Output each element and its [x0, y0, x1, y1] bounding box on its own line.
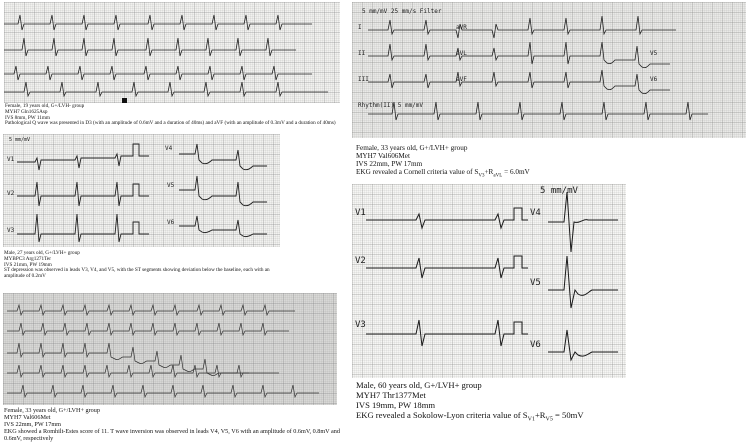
lead-iii-label: III [358, 76, 369, 83]
panel2-line-2: MYBPC3 Arg1271Ter [4, 255, 51, 262]
lead-ii-label: II [358, 50, 366, 57]
lead-v3-label: V3 [7, 227, 15, 234]
lead-v4-label: V4 [165, 145, 173, 152]
finding-subscript: V1 [527, 417, 535, 424]
lead-v6-label: V6 [530, 340, 541, 350]
panel2-finding: ST depression was observed in leads V3, V4, and V5, with the ST segments showing deviation below the baseline, each with an amplitude of 0.2mV [4, 267, 270, 280]
finding-text: EKG revealed a Cornell criteria value of S [356, 168, 479, 177]
panel4-line-2: MYH7 Val606Met [356, 152, 410, 161]
lead-v5-label: V5 [167, 182, 175, 189]
panel5-line-1: Male, 60 years old, G+/LVH+ group [356, 380, 482, 390]
ekg-traces [3, 134, 280, 247]
panel1-caption [5, 104, 345, 127]
ekg-image-panel5 [352, 184, 626, 378]
lead-v6-label: V6 [167, 219, 175, 226]
finding-subscript: aVL [493, 173, 503, 179]
panel2-caption [4, 251, 284, 280]
panel1-line-2: MYH7 Gln1625Asp [5, 108, 48, 115]
panel3-caption [4, 408, 340, 443]
finding-text: = 50mV [552, 410, 584, 421]
lead-avf-label: aVF [456, 76, 467, 83]
scale-label: 5 mm/mV [540, 186, 578, 196]
lead-i-label: I [358, 24, 362, 31]
panel2-line-3: IVS 21mm, PW 19mm [4, 261, 52, 268]
finding-text: EKG revealed a Sokolow-Lyon criteria value of S [356, 410, 528, 421]
ekg-image-panel4 [352, 2, 746, 138]
panel4-line-1: Female, 33 years old, G+/LVH+ group [356, 144, 468, 152]
panel4-line-3: IVS 22mm, PW 17mm [356, 160, 423, 169]
ekg-traces [4, 2, 340, 103]
panel3-line-3: IVS 22mm, PW 17mm [4, 420, 61, 428]
lead-v6-label: V6 [650, 76, 658, 83]
lead-v3-label: V3 [355, 320, 366, 330]
panel4-caption [356, 144, 748, 179]
lead-avr-label: aVR [456, 24, 467, 31]
panel5-line-3: IVS 19mm, PW 18mm [356, 400, 436, 411]
lead-v5-label: V5 [530, 278, 541, 288]
finding-subscript: V5 [545, 417, 553, 424]
panel3-finding: EKG showed a Romhilt-Estes score of 11. T wave inversion was observed in leads V4, V5, V6 with an amplitude of 0.6mV, 0.8mV and 0.6mV, respectively [4, 427, 340, 442]
panel5-caption [356, 380, 750, 424]
finding-text: = 6.0mV [502, 168, 530, 177]
finding-text: +R [534, 410, 546, 421]
scale-label: 5 mm/mV 25 mm/s Filter [362, 8, 442, 15]
lead-v1-label: V1 [355, 208, 366, 218]
ekg-traces [352, 2, 746, 138]
ekg-image-panel1 [4, 2, 340, 103]
rhythm-label: Rhythm(II) 5 mm/mV [358, 102, 424, 109]
panel1-finding: Pathological Q wave was presented in D3 (with an amplitude of 0.6mV and a duration of 40ms) and aVF (with an amplitude of 0.3mV and a duration of 40ms) [5, 120, 336, 127]
panel3-line-1: Female, 33 years old, G+/LVH+ group [4, 407, 100, 414]
finding-text: +R [484, 168, 494, 177]
ekg-traces [3, 293, 337, 405]
panel4-finding [356, 168, 748, 179]
finding-subscript: V3 [478, 173, 485, 179]
ekg-image-panel2 [3, 134, 280, 247]
lead-v1-label: V1 [7, 156, 15, 163]
panel3-line-2: MYH7 Val606Met [4, 413, 51, 421]
scale-label: 5 mm/mV [9, 137, 31, 143]
panel2-line-1: Male, 27 years old, G+/LVH+ group [4, 250, 80, 256]
lead-v2-label: V2 [355, 256, 366, 266]
ekg-traces [352, 184, 626, 378]
lead-v5-label: V5 [650, 50, 658, 57]
lead-v2-label: V2 [7, 190, 15, 197]
panel1-line-3: IVS 8mm, PW 11mm [5, 114, 50, 121]
lead-avl-label: aVL [456, 50, 467, 57]
panel5-finding [356, 410, 750, 424]
ekg-image-panel3 [3, 293, 337, 405]
panel5-line-2: MYH7 Thr1377Met [356, 390, 426, 401]
lead-v4-label: V4 [530, 208, 541, 218]
panel1-line-1: Female, 19 years old, G+/LVH- group [5, 103, 85, 109]
